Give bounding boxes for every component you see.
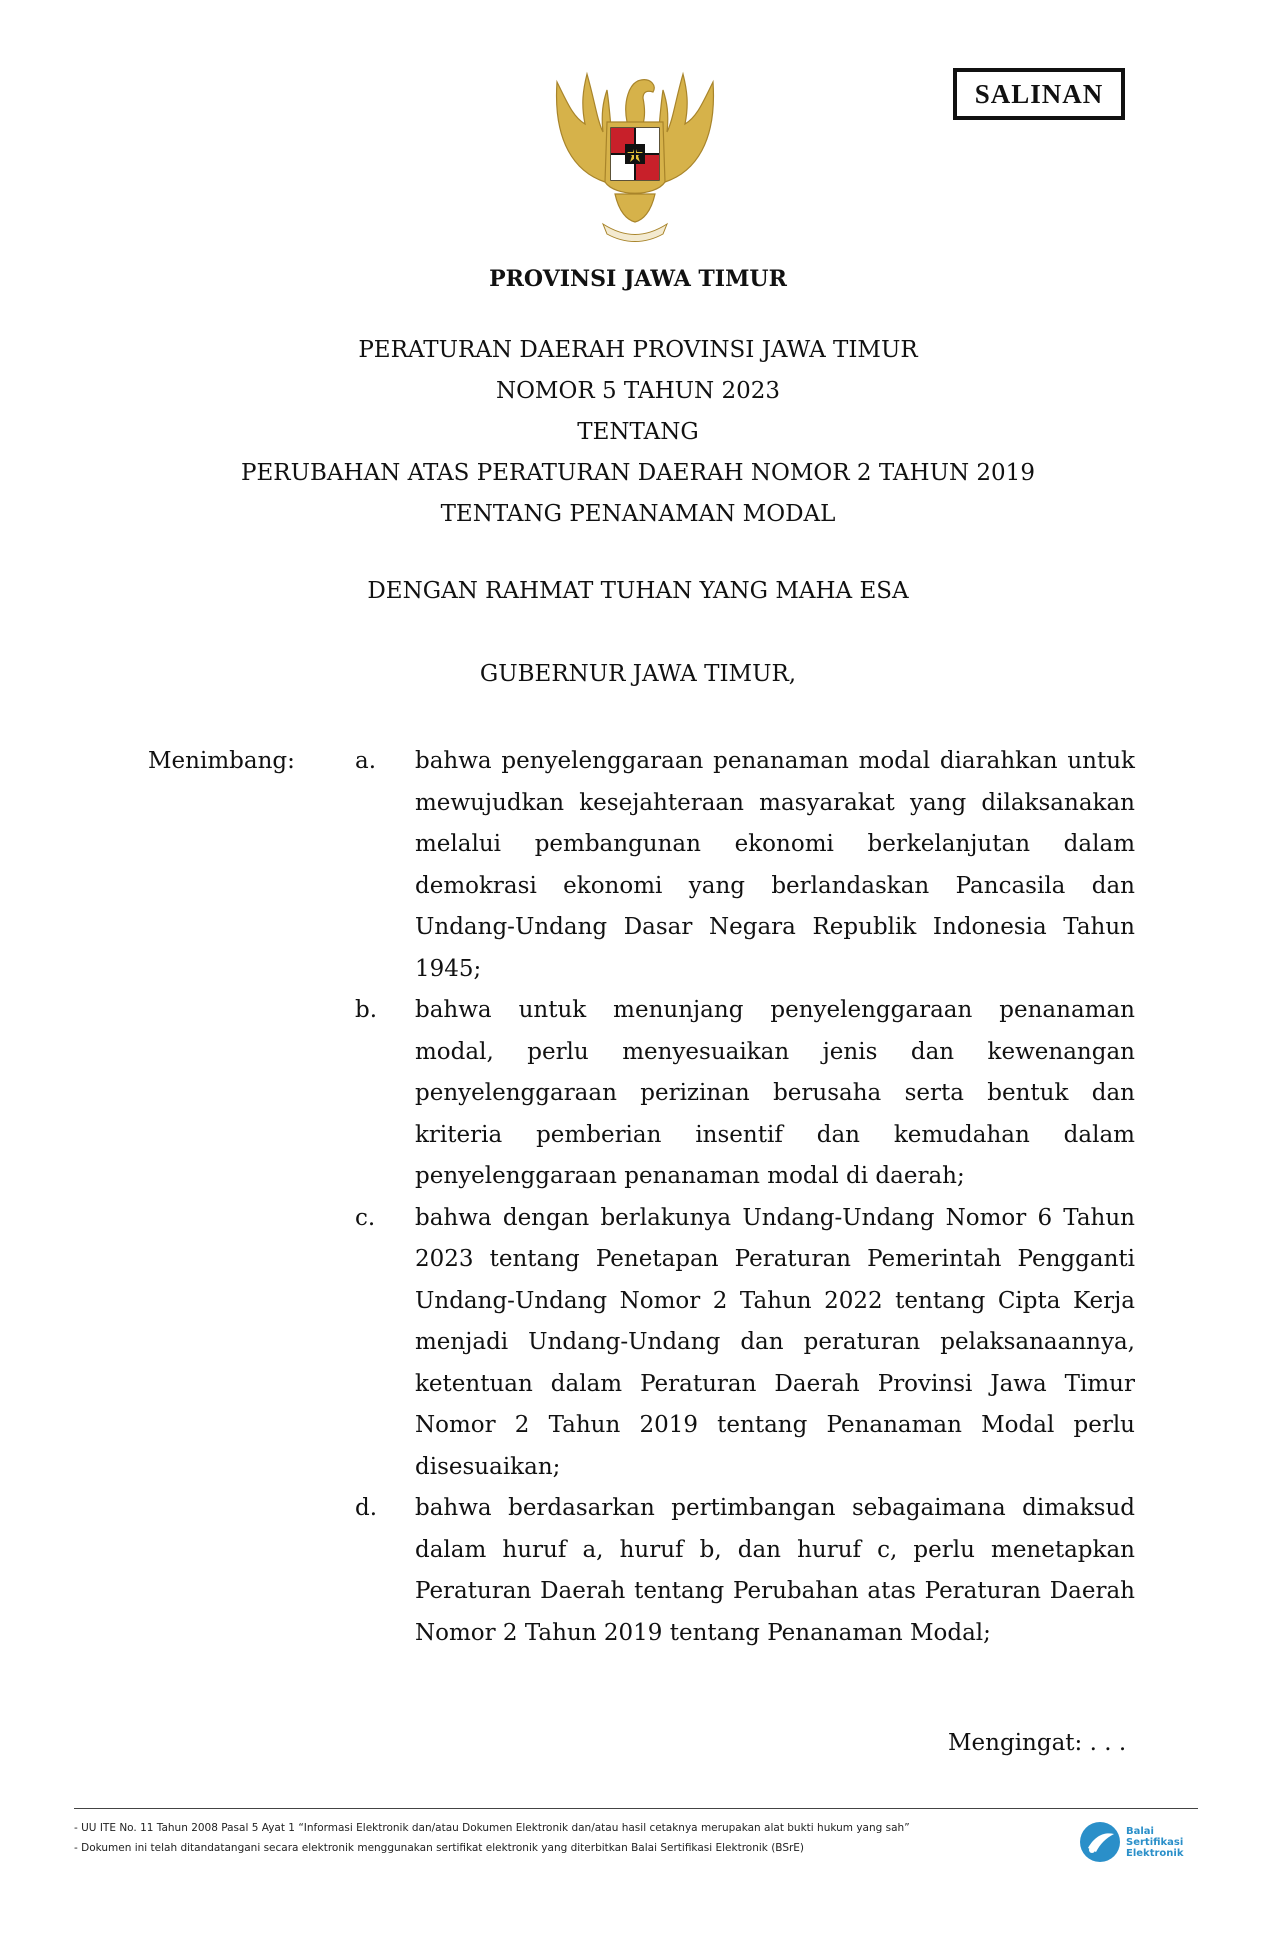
consideration-item-c — [355, 1198, 1135, 1489]
bsre-line: Elektronik — [1126, 1847, 1184, 1859]
footer-notes — [74, 1818, 1074, 1858]
bsre-line: Balai — [1126, 1825, 1154, 1837]
footer-divider — [74, 1808, 1198, 1809]
consideration-item-b — [355, 990, 1135, 1198]
footer-note: - UU ITE No. 11 Tahun 2008 Pasal 5 Ayat 1 “Informasi Elektronik dan/atau Dokumen Elektronik dan/atau hasil cetaknya merupakan alat bukti hukum yang sah” — [74, 1822, 910, 1834]
regulation-title — [0, 330, 1276, 535]
title-line: TENTANG — [577, 419, 699, 445]
item-letter: a. — [355, 748, 377, 774]
bsre-line: Sertifikasi — [1126, 1836, 1184, 1848]
footer-note: - Dokumen ini telah ditandatangani secara elektronik menggunakan sertifikat elektronik yang diterbitkan Balai Sertifikasi Elektronik (BSrE) — [74, 1842, 805, 1854]
governor-heading: GUBERNUR JAWA TIMUR, — [479, 661, 797, 687]
garuda-emblem-icon — [545, 62, 725, 252]
province-heading: PROVINSI JAWA TIMUR — [489, 266, 787, 292]
continuation-marker: Mengingat: . . . — [948, 1730, 1127, 1756]
item-letter: b. — [355, 997, 378, 1023]
bsre-logo — [1078, 1817, 1203, 1867]
item-letter: c. — [355, 1204, 376, 1231]
menimbang-label: Menimbang: — [148, 748, 295, 774]
item-text: bahwa penyelenggaraan penanaman modal diarahkan untuk mewujudkan kesejahteraan masyarakat yang dilaksanakan melalui pembangunan ekonomi berkelanjutan dalam demokrasi ekonomi yang berlandaskan Pancasila dan Undang-Undang Dasar Negara Republik Indonesia Tahun 1945; — [415, 748, 1135, 982]
title-line: NOMOR 5 TAHUN 2023 — [495, 378, 781, 404]
item-text: bahwa dengan berlakunya Undang-Undang Nomor 6 Tahun 2023 tentang Penetapan Peraturan Pemerintah Pengganti Undang-Undang Nomor 2 Tahun 2022 tentang Cipta Kerja menjadi Undang-Undang dan peraturan pelaksanaannya, ketentuan dalam Peraturan Daerah Provinsi Jawa Timur Nomor 2 Tahun 2019 tentang Penanaman Modal perlu disesuaikan; — [415, 1204, 1135, 1480]
bsre-logo-icon — [1078, 1820, 1122, 1864]
title-line: PERUBAHAN ATAS PERATURAN DAERAH NOMOR 2 TAHUN 2019 — [241, 460, 1035, 486]
title-line: PERATURAN DAERAH PROVINSI JAWA TIMUR — [358, 337, 918, 363]
bsre-logo-text — [1126, 1826, 1183, 1859]
invocation: DENGAN RAHMAT TUHAN YANG MAHA ESA — [367, 578, 909, 604]
title-line: TENTANG PENANAMAN MODAL — [440, 501, 836, 527]
item-letter: d. — [355, 1495, 378, 1521]
item-text: bahwa berdasarkan pertimbangan sebagaimana dimaksud dalam huruf a, huruf b, dan huruf c, perlu menetapkan Peraturan Daerah tentang Perubahan atas Peraturan Daerah Nomor 2 Tahun 2019 tentang Penanaman Modal; — [415, 1495, 1135, 1646]
salinan-stamp: SALINAN — [953, 68, 1125, 120]
consideration-item-a — [355, 741, 1135, 990]
considerations-list — [355, 741, 1135, 1654]
consideration-item-d — [355, 1488, 1135, 1654]
item-text: bahwa untuk menunjang penyelenggaraan penanaman modal, perlu menyesuaikan jenis dan kewenangan penyelenggaraan perizinan berusaha serta bentuk dan kriteria pemberian insentif dan kemudahan dalam penyelenggaraan penanaman modal di daerah; — [415, 997, 1135, 1189]
